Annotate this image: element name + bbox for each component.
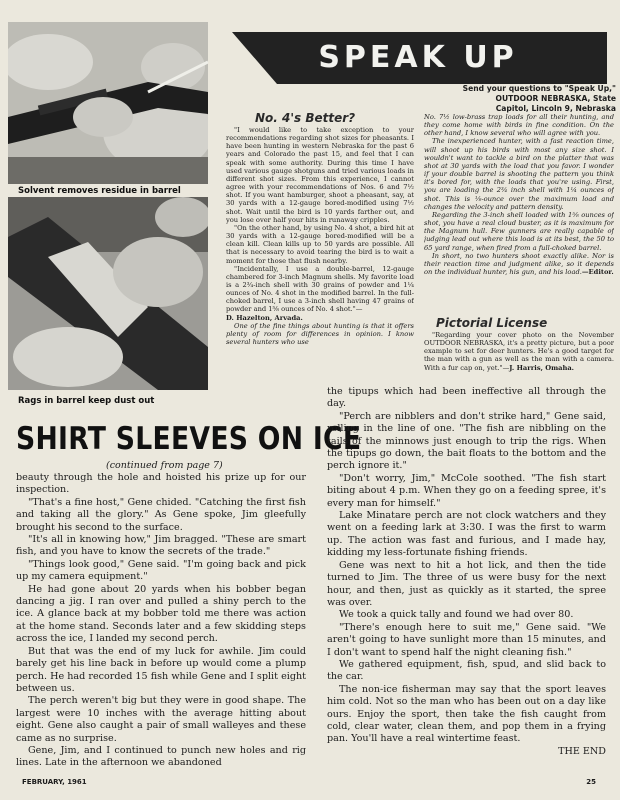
article-paragraph: beauty through the hole and hoisted his prize up for our inspection. (16, 472, 306, 496)
article-paragraph: "There's enough here to suit me," Gene said. "We aren't going to have sunlight more than 15 minutes, and I don't want to spend half the night cleaning fish." (327, 621, 606, 658)
article-paragraph: "That's a fine host," Gene chided. "Catching the first fish and taking all the glory." As Gene spoke, Jim gleefully brought his second to the surface. (16, 496, 306, 533)
article-paragraph: "Perch are nibblers and don't strike hard," Gene said, rolling in the line of one. "The fish are nibbling on the tails of the minnows just enough to trip the rigs. When the tipups go down, the bait floats to the bottom and the perch ignore it." (327, 410, 606, 472)
send-line-1: Send your questions to "Speak Up," (462, 84, 616, 93)
article-paragraph: We took a quick tally and found we had over 80. (339, 609, 574, 621)
photo-caption-bottom: Rags in barrel keep dust out (18, 396, 155, 406)
editor-reply-paragraph: No. 7½ low-brass trap loads for all their hunting, and they come home with birds in fine condition. On the other hand, I know several who will agree with you. (424, 113, 614, 138)
letter-paragraph-text: "Incidentally, I use a double-barrel, 12-gauge chambered for 3-inch Magnum shells. My favorite load is a 2¾-inch shell with 30 grains of powder and 1¼ ounces of No. 4 shot in the modified barrel. In the full-choked barrel, I use a 3-inch shell having 47 grains of powder and 1⅝ ounces of No. 4 shot."— (226, 264, 414, 314)
editor-reply-paragraph (424, 252, 614, 276)
photo-rags-in-barrel (8, 197, 208, 390)
letter2-paragraph (424, 331, 614, 372)
article-paragraph: The non-ice fisherman may say that the sport leaves him cold. Not so the man who has been out on a day like ours. Enjoy the sport, then take the fish caught from cold, clear water, clean them, and pop them in a frying pan. You'll have a real wintertime feast. (327, 683, 606, 745)
the-end-marker: THE END (558, 745, 606, 757)
article-paragraph: Gene, Jim, and I continued to punch new holes and rig lines. Late in the afternoon we abandoned (16, 744, 306, 768)
article-column-right (327, 386, 606, 768)
letter2-text: "Regarding your cover photo on the November OUTDOOR NEBRASKA, it's a pretty picture, but a poor example to set for deer hunters. He's a good target for the man with a gun as well as the man with a camera. With a fur cap on, yet."— (424, 331, 614, 372)
letter-heading-pictorial: Pictorial License (436, 316, 548, 330)
editor-reply-text: In short, no two hunters shoot exactly alike. Nor is their reaction time and judgment alike, so it depends on the individual hunter, his gun, and his load. (424, 251, 614, 276)
photo-caption-top: Solvent removes residue in barrel (18, 186, 181, 196)
article-paragraph: Gene was next to hit a hot lick, and then the tide turned to Jim. The three of us were busy for the next hour, and then, just as quickly as it started, the spree was over. (327, 559, 606, 608)
footer-date: FEBRUARY, 1961 (22, 778, 87, 786)
letter-signature: D. Hazelton, Arvada. (226, 313, 303, 322)
editor-reply-start: One of the fine things about hunting is that it offers plenty of room for differences in opinion. I know several hunters who use (226, 321, 414, 347)
editor-reply-paragraph: Regarding the 3-inch shell loaded with 1⅝ ounces of shot, you have a real cloud buster, as it is maximum for the Magnum hull. Few gunners are really capable of judging lead out where this load is at its best, the 50 to 65 yard range, when fired from a full-choked barrel. (424, 210, 614, 252)
article-paragraph: the tipups which had been ineffective all through the day. (327, 386, 606, 410)
letter-paragraph (226, 265, 414, 322)
article-paragraph: But that was the end of my luck for awhile. Jim could barely get his line back in before up would come a plump perch. He had recorded 15 fish while Gene and I split eight between us. (16, 645, 306, 694)
letter2-signature: J. Harris, Omaha. (509, 363, 575, 372)
editor-reply-paragraph: The inexperienced hunter, with a fast reaction time, will shoot up his birds with most any size shot. I wouldn't want to tackle a bird on the platter that was shot at 30 yards with the load that you favor. I wonder if your double barrel is shooting the pattern you think it's bored for, with the loads that you're using. First, you are loading the 2¾ inch shell with 1¼ ounces of shot. This is ⅛-ounce over the maximum load and changes the velocity and pattern density. (424, 137, 614, 211)
article-paragraph: "Things look good," Gene said. "I'm going back and pick up my camera equipment." (16, 558, 306, 583)
speak-up-title: SPEAK UP (318, 40, 518, 75)
article-paragraph: "It's all in knowing how," Jim bragged. "These are smart fish, and you have to know the secrets of the trade." (16, 534, 306, 558)
send-questions-note (420, 84, 616, 114)
letter-heading-no4: No. 4's Better? (255, 111, 356, 125)
letter-paragraph: "I would like to take exception to your recommendations regarding shot sizes for pheasants. I have been hunting in western Nebraska for the past 6 years and Colorado the past 15, and feel that I can speak with some authority. During this time I have used various gauge shotguns and tried various loads in different shot sizes. From this experience, I cannot agree with your recommendations of Nos. 6 and 7½ shot. If you want hamburger, shoot a pheasant, say, at 30 yards with a 12-gauge bored-modified using 7½ shot. Wait until the bird is 10 yards farther out, and you lose over half your hits in runaway cripples. (226, 126, 414, 224)
send-line-3: Capitol, Lincoln 9, Nebraska (495, 104, 616, 113)
article-paragraph: Lake Minatare perch are not clock watchers and they went on a feeding lark at 3:30. I was the first to warm up. The action was fast and furious, and I made hay, kidding my less-fortunate fishing friends. (327, 510, 606, 559)
editor-signature: —Editor. (581, 267, 614, 276)
article-paragraph: He had gone about 20 yards when his bobber began dancing a jig. I ran over and pulled a shiny perch to the ice. A glance back at my bobber told me there was action at the home stand. Seconds later and a few skidding steps across the ice, I landed my second perch. (16, 583, 306, 645)
photo-cleaning-gun (8, 22, 208, 184)
article-paragraph: We gathered equipment, fish, spud, and slid back to the car. (327, 658, 606, 683)
send-line-2: OUTDOOR NEBRASKA, State (495, 94, 616, 103)
letter-column-right (424, 113, 614, 314)
letter-paragraph: "On the other hand, by using No. 4 shot, a bird hit at 30 yards with a 12-gauge bored-modified will be a clean kill. Clean kills up to 50 yards are possible. All that is necessary to avoid tearing the bird is to wait a moment for those that flush nearby. (226, 223, 414, 265)
article-column-left (16, 472, 306, 768)
article-paragraph: "Don't worry, Jim," McCole soothed. "The fish start biting about 4 p.m. When they go on a feeding spree, it's every man for himself." (327, 472, 606, 509)
page-number: 25 (586, 778, 596, 786)
article-paragraph: The perch weren't big but they were in good shape. The largest were 10 inches with the average hitting about eight. Gene also caught a pair of small walleyes and these came as no surprise. (16, 695, 306, 744)
article-continued-note: (continued from page 7) (106, 460, 223, 471)
article-title: SHIRT SLEEVES ON ICE (16, 421, 362, 457)
